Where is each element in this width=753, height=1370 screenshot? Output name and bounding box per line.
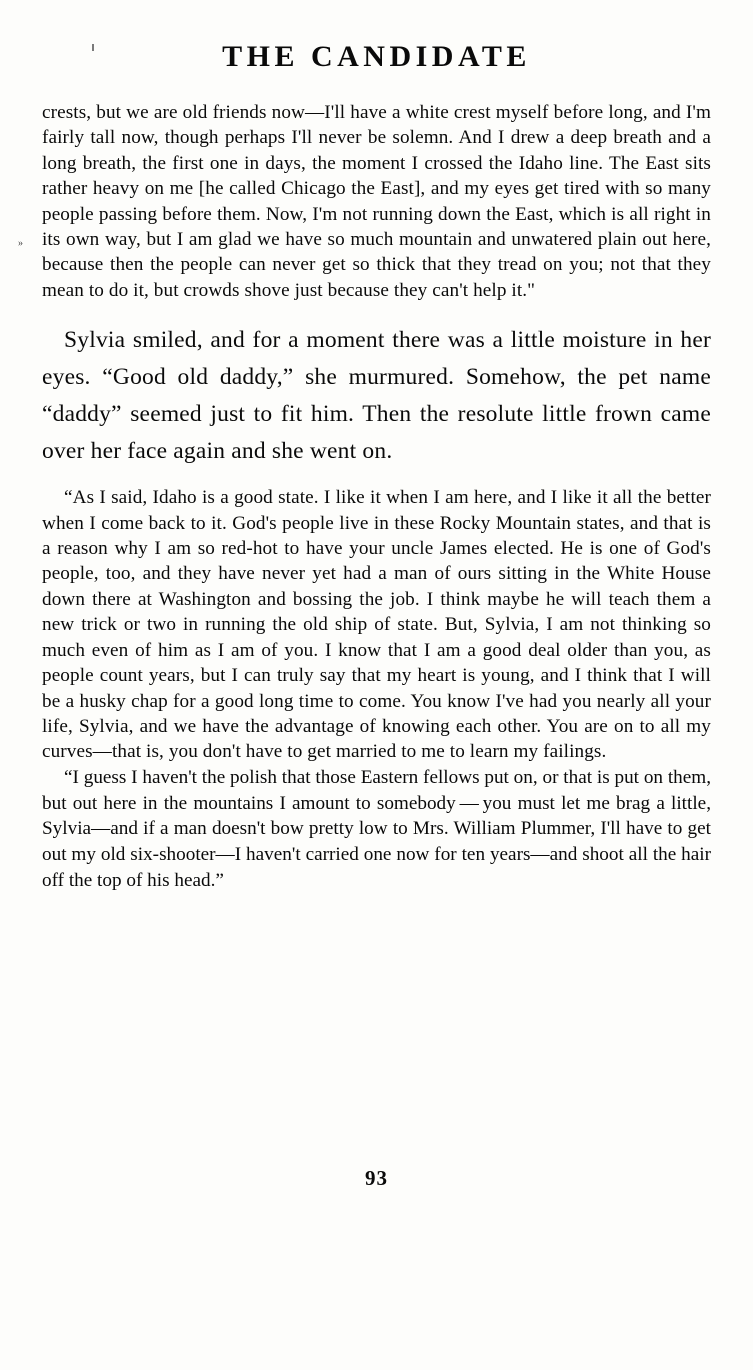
- page-number: 93: [365, 1166, 388, 1190]
- paragraph-3: “As I said, Idaho is a good state. I like it when I am here, and I like it all the better when I come back to it. God's people live in these Rocky Mountain states, and that is a reason why I am so red-hot to have your uncle James elected. He is one of God's people, too, and they have never yet had a man of ours sitting in the White House down there at Washington and bossing the job. I think maybe he will teach them a new trick or two in running the old ship of state. But, Sylvia, I am not thinking so much even of him as I am of you. I know that I am a good deal older than you, as people count years, but I can truly say that my heart is young, and I think that I will be a husky chap for a good long time to come. You know I've had you nearly all your life, Sylvia, and we have the advantage of knowing each other. You are on to all my curves—that is, you don't have to get married to me to learn my failings.: [42, 487, 711, 763]
- running-head: THE CANDIDATE: [222, 40, 531, 73]
- paragraph-2: Sylvia smiled, and for a moment there was a little moisture in her eyes. “Good old daddy,” she murmured. Somehow, the pet name “daddy” seemed just to fit him. Then the resolute little frown came over her face again and she went on.: [42, 327, 711, 465]
- paragraph-1: crests, but we are old friends now—I'll have a white crest myself before long, and I'm fairly tall now, though perhaps I'll never be solemn. And I drew a deep breath and a long breath, the first one in days, the moment I crossed the Idaho line. The East sits rather heavy on me [he called Chicago the East], and my eyes get tired with so many people passing before them. Now, I'm not running down the East, which is all right in its own way, but I am glad we have so much mountain and unwatered plain out here, because then the people can never get so thick that they tread on you; not that they mean to do it, but crowds shove just because they can't help it.": [42, 102, 711, 301]
- margin-mark: »: [18, 238, 23, 249]
- page-content: [42, 40, 711, 894]
- paragraph-4: “I guess I haven't the polish that those Eastern fellows put on, or that is put on them, but out here in the mountains I amount to somebody — you must let me brag a little, Sylvia—and if a man doesn't bow pretty low to Mrs. William Plummer, I'll have to get out my old six-shooter—I haven't carried one now for ten years—and shoot all the hair off the top of his head.”: [42, 766, 711, 891]
